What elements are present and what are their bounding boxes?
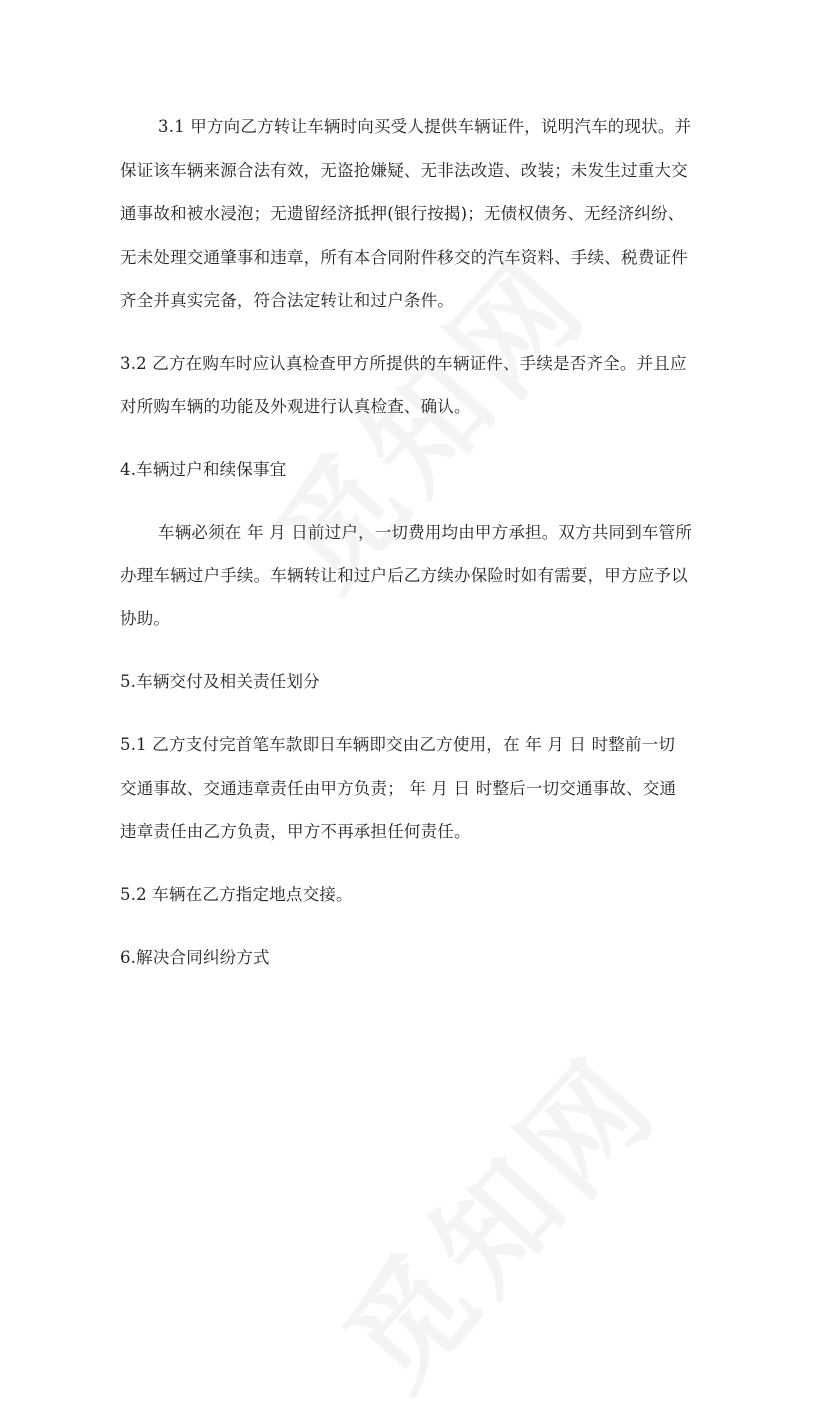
paragraph-5-1-line-2: 交通事故、交通违章责任由甲方负责； 年 月 日 时整后一切交通事故、交通 [120,779,677,798]
paragraph-3-2-line-2: 对所购车辆的功能及外观进行认真检查、确认。 [120,397,471,416]
section-heading-4: 4.车辆过户和续保事宜 [120,460,287,479]
paragraph-5-1-line-1: 5.1 乙方支付完首笔车款即日车辆即交由乙方使用，在 年 月 日 时整前一切 [120,735,676,754]
paragraph-5-1-line-3: 违章责任由乙方负责，甲方不再承担任何责任。 [120,822,471,841]
paragraph-5-2: 5.2 车辆在乙方指定地点交接。 [120,885,353,904]
paragraph-4-line-3: 协助。 [120,609,171,628]
section-heading-5: 5.车辆交付及相关责任划分 [120,672,320,691]
paragraph-4-line-1: 车辆必须在 年 月 日前过户，一切费用均由甲方承担。双方共同到车管所 [158,523,693,542]
paragraph-3-1-line-2: 保证该车辆来源合法有效，无盗抢嫌疑、无非法改造、改装；未发生过重大交 [120,161,688,180]
paragraph-3-2-line-1: 3.2 乙方在购车时应认真检查甲方所提供的车辆证件、手续是否齐全。并且应 [120,354,687,373]
paragraph-3-1-line-1: 3.1 甲方向乙方转让车辆时向买受人提供车辆证件，说明汽车的现状。并 [158,117,692,136]
paragraph-3-1-line-4: 无未处理交通肇事和违章，所有本合同附件移交的汽车资料、手续、税费证件 [120,248,688,267]
section-heading-6: 6.解决合同纠纷方式 [120,948,270,967]
paragraph-3-1-line-3: 通事故和被水浸泡；无遗留经济抵押(银行按揭)；无债权债务、无经济纠纷、 [120,204,685,223]
watermark [301,1014,690,1418]
paragraph-3-1-line-5: 齐全并真实完备，符合法定转让和过户条件。 [120,291,454,310]
paragraph-4-line-2: 办理车辆过户手续。车辆转让和过户后乙方续办保险时如有需要，甲方应予以 [120,566,688,585]
